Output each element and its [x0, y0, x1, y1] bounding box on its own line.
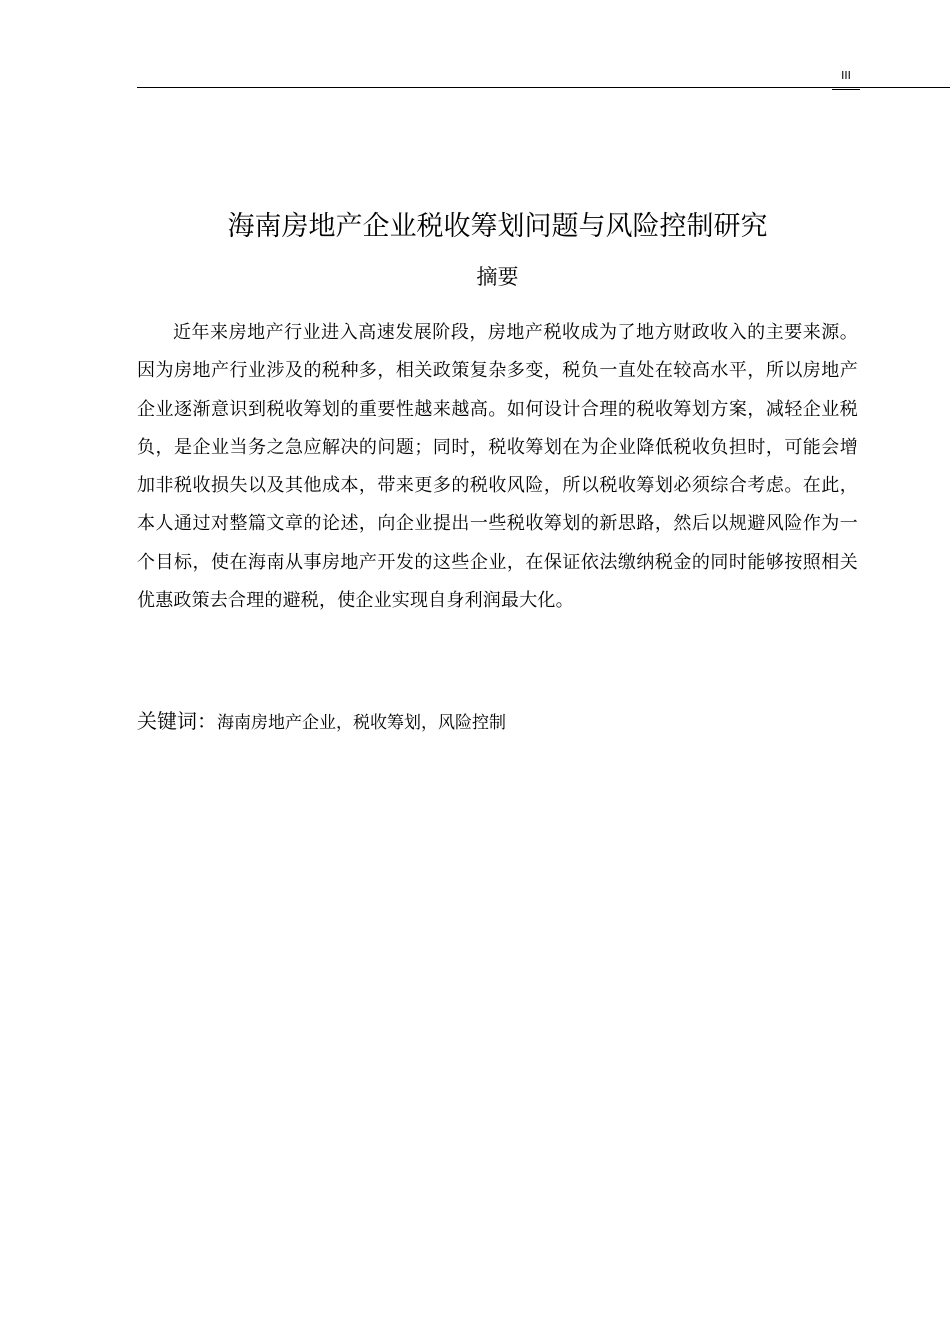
- abstract-body: 近年来房地产行业进入高速发展阶段，房地产税收成为了地方财政收入的主要来源。因为房地产行业涉及的税种多，相关政策复杂多变，税负一直处在较高水平，所以房地产企业逐渐意识到税收筹划的重要性越来越高。如何设计合理的税收筹划方案，减轻企业税负，是企业当务之急应解决的问题；同时，税收筹划在为企业降低税收负担时，可能会增加非税收损失以及其他成本，带来更多的税收风险，所以税收筹划必须综合考虑。在此，本人通过对整篇文章的论述，向企业提出一些税收筹划的新思路，然后以规避风险作为一个目标，使在海南从事房地产开发的这些企业，在保证依法缴纳税金的同时能够按照相关优惠政策去合理的避税，使企业实现自身利润最大化。: [137, 322, 858, 612]
- page-number-underline: [832, 89, 860, 90]
- document-title: 海南房地产企业税收筹划问题与风险控制研究: [227, 211, 768, 242]
- keywords-text: 海南房地产企业，税收筹划，风险控制: [217, 713, 506, 733]
- abstract-heading: 摘要: [476, 265, 519, 289]
- page-number: III: [841, 69, 851, 82]
- keywords-line: [137, 704, 858, 740]
- header-rule: [137, 87, 950, 88]
- keywords-label: 关键词：: [137, 709, 217, 733]
